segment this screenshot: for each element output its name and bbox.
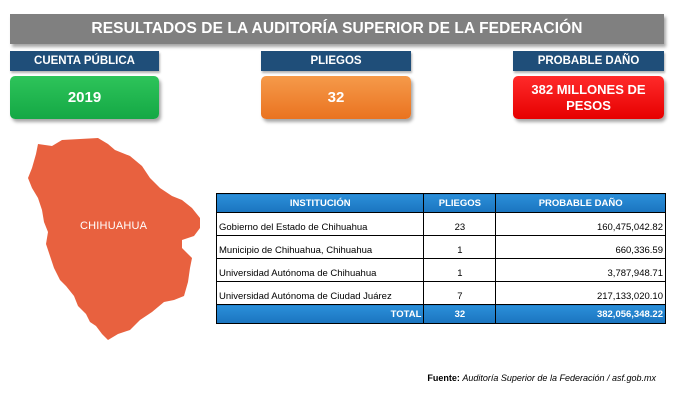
- total-label: TOTAL: [217, 305, 424, 324]
- page-title: RESULTADOS DE LA AUDITORÍA SUPERIOR DE LA FEDERACIÓN: [10, 14, 664, 44]
- kpi-value: 382 MILLONES DE PESOS: [513, 76, 664, 119]
- cell-pliegos: 23: [424, 213, 496, 236]
- table-header-row: [217, 194, 666, 213]
- table-total-row: [217, 305, 666, 324]
- kpi-label: PROBABLE DAÑO: [513, 51, 664, 71]
- header-pliegos: PLIEGOS: [424, 194, 496, 213]
- total-pliegos: 32: [424, 305, 496, 324]
- cell-dano: 217,133,020.10: [496, 282, 666, 305]
- table-row: [217, 259, 666, 282]
- chihuahua-map-icon: [22, 136, 212, 342]
- cell-dano: 3,787,948.71: [496, 259, 666, 282]
- table-row: [217, 282, 666, 305]
- cell-dano: 660,336.59: [496, 236, 666, 259]
- cell-dano: 160,475,042.82: [496, 213, 666, 236]
- cell-pliegos: 1: [424, 236, 496, 259]
- kpi-label: CUENTA PÚBLICA: [10, 51, 159, 71]
- cell-pliegos: 7: [424, 282, 496, 305]
- table-row: [217, 213, 666, 236]
- kpi-pliegos: [261, 51, 411, 119]
- cell-institucion: Universidad Autónoma de Chihuahua: [217, 259, 424, 282]
- header-probable-dano: PROBABLE DAÑO: [496, 194, 666, 213]
- map-label: CHIHUAHUA: [80, 220, 148, 232]
- cell-institucion: Gobierno del Estado de Chihuahua: [217, 213, 424, 236]
- kpi-label: PLIEGOS: [261, 51, 411, 71]
- kpi-value: 2019: [10, 76, 159, 119]
- kpi-probable-dano: [513, 51, 664, 119]
- kpi-cuenta-publica: [10, 51, 159, 119]
- cell-institucion: Universidad Autónoma de Ciudad Juárez: [217, 282, 424, 305]
- results-table: [216, 193, 666, 324]
- total-dano: 382,056,348.22: [496, 305, 666, 324]
- cell-pliegos: 1: [424, 259, 496, 282]
- header-institucion: INSTITUCIÓN: [217, 194, 424, 213]
- source-note: [427, 373, 656, 383]
- source-text: Auditoría Superior de la Federación / asf.gob.mx: [462, 373, 656, 383]
- kpi-value: 32: [261, 76, 411, 119]
- table-row: [217, 236, 666, 259]
- source-label: Fuente:: [427, 373, 460, 383]
- state-shape: [28, 138, 200, 340]
- cell-institucion: Municipio de Chihuahua, Chihuahua: [217, 236, 424, 259]
